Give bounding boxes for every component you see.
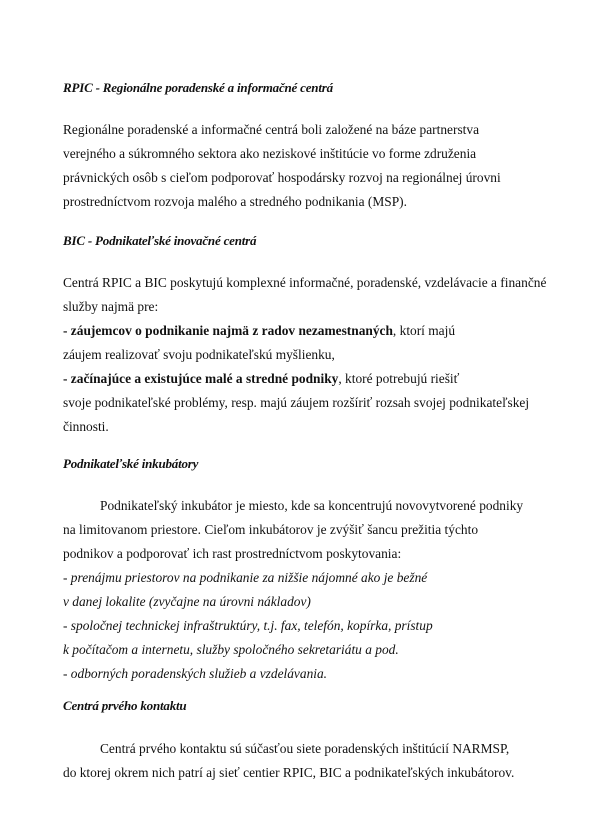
heading-bic: BIC - Podnikateľské inovačné centrá <box>63 233 257 248</box>
bullet-line <box>63 323 455 339</box>
bullet-bold: - záujemcov o podnikanie najmä z radov nezamestnaných <box>63 323 393 338</box>
bullet-bold: - začínajúce a existujúce malé a stredné podniky <box>63 371 339 386</box>
paragraph-line: Regionálne poradenské a informačné centrá boli založené na báze partnerstva <box>63 122 480 137</box>
italic-list-line: - spoločnej technickej infraštruktúry, t.j. fax, telefón, kopírka, prístup <box>63 618 433 633</box>
bullet-rest: , ktoré potrebujú riešiť <box>338 371 460 386</box>
italic-list-line: - prenájmu priestorov na podnikanie za nižšie nájomné ako je bežné <box>63 570 428 585</box>
italic-list-line: - odborných poradenských služieb a vzdelávania. <box>63 666 328 681</box>
italic-list-line: v danej lokalite (zvyčajne na úrovni nákladov) <box>63 594 311 609</box>
paragraph-line: Podnikateľský inkubátor je miesto, kde sa koncentrujú novovytvorené podniky <box>100 498 524 513</box>
bullet-rest: , ktorí majú <box>392 323 456 338</box>
bullet-line <box>63 371 459 387</box>
paragraph-line: Centrá prvého kontaktu sú súčasťou siete poradenských inštitúcií NARMSP, <box>100 741 510 756</box>
paragraph-line: Centrá RPIC a BIC poskytujú komplexné informačné, poradenské, vzdelávacie a finančné <box>63 275 547 290</box>
heading-rpic: RPIC - Regionálne poradenské a informačné centrá <box>63 80 333 95</box>
paragraph-line: verejného a súkromného sektora ako neziskové inštitúcie vo forme združenia <box>63 146 477 161</box>
italic-list-line: k počítačom a internetu, služby spoločného sekretariátu a pod. <box>63 642 399 657</box>
paragraph-line: právnických osôb s cieľom podporovať hospodársky rozvoj na regionálnej úrovni <box>63 170 501 185</box>
paragraph-line: do ktorej okrem nich patrí aj sieť centier RPIC, BIC a podnikateľských inkubátorov. <box>63 765 515 780</box>
paragraph-line: služby najmä pre: <box>63 299 159 314</box>
paragraph-line: na limitovanom priestore. Cieľom inkubátorov je zvýšiť šancu prežitia týchto <box>63 522 479 537</box>
paragraph-line: záujem realizovať svoju podnikateľskú myšlienku, <box>63 347 335 362</box>
paragraph-line: činnosti. <box>63 419 109 434</box>
paragraph-line: podnikov a podporovať ich rast prostredníctvom poskytovania: <box>63 546 402 561</box>
heading-inkubatory: Podnikateľské inkubátory <box>63 456 199 471</box>
heading-centra-prveho-kontaktu: Centrá prvého kontaktu <box>63 698 187 713</box>
paragraph-line: prostredníctvom rozvoja malého a stredného podnikania (MSP). <box>63 194 407 209</box>
paragraph-line: svoje podnikateľské problémy, resp. majú záujem rozšíriť rozsah svojej podnikateľskej <box>63 395 530 410</box>
